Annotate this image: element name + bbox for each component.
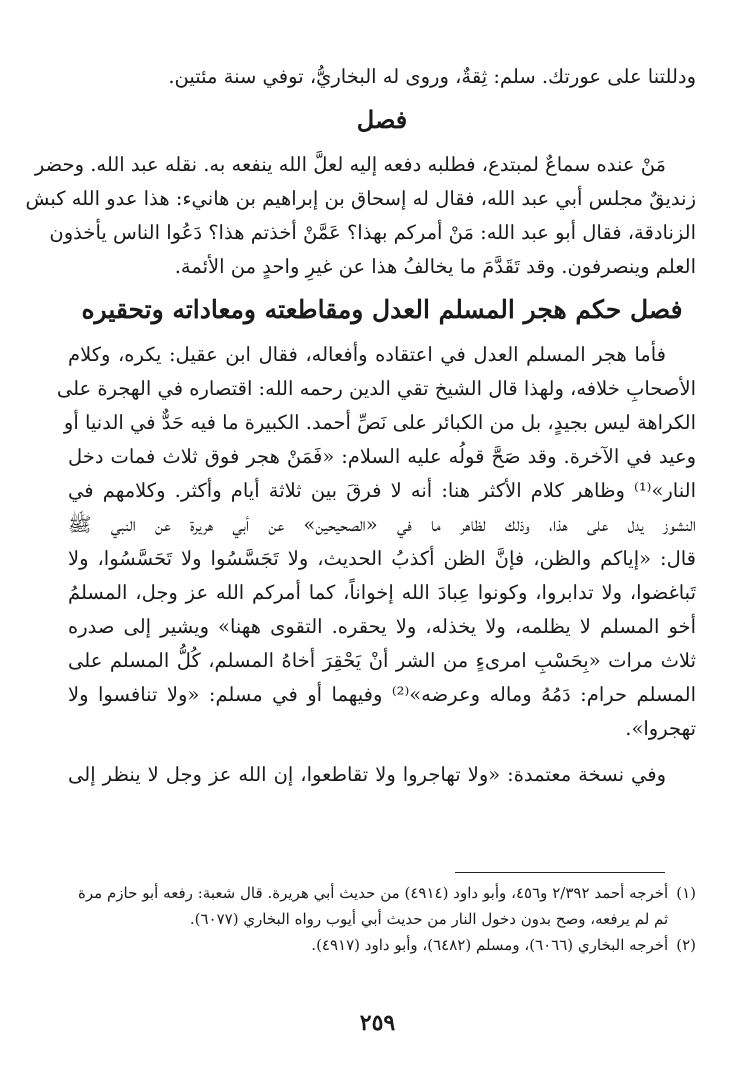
footnote-1 [78, 880, 696, 932]
top-line: ودللتنا على عورتك. سلم: ثِقةٌ، وروى له البخاريُّ، توفي سنة مئتين. [168, 65, 696, 88]
paragraph-3: وفي نسخة معتمدة: «ولا تهاجروا ولا تقاطعوا، إن الله عز وجل لا ينظر إلى [68, 763, 666, 786]
text-line: فأما هجر المسلم العدل في اعتقاده وأفعاله، فقال ابن عقيل: يكره، وكلام [68, 343, 666, 366]
page-number: ٢٥٩ [359, 1010, 396, 1036]
text-line: أخو المسلم لا يظلمه، ولا يخذله، ولا يحقره. التقوى ههنا» ويشير إلى صدره [68, 615, 696, 638]
text-line: تَباغضوا، ولا تدابروا، وكونوا عِبادَ الله إخواناً، كما أمركم الله عز وجل، المسلمُ [68, 581, 696, 604]
text-line: النشوز يدل على هذا، وذلك لظاهر ما في «الصحيحين» عن أبي هريرة عن النبي ﷺ [68, 513, 696, 536]
footnote-number: (٢) [676, 936, 696, 954]
footnotes [78, 880, 696, 958]
footnote-text: أخرجه البخاري (٦٠٦٦)، ومسلم (٦٤٨٢)، وأبو داود (٤٩١٧). [311, 936, 669, 954]
text-line: الزنادقة، فقال أبو عبد الله: مَنْ أمركم بهذا؟ عَمَّنْ أخذتم هذا؟ دَعُوا الناس يأخذون [49, 221, 696, 244]
text-line: قال: «إياكم والظن، فإنَّ الظن أكذبُ الحديث، ولا تَجَسَّسُوا ولا تَحَسَّسُوا، ولا [68, 547, 696, 570]
paragraph-1 [25, 148, 696, 284]
footnote-divider [455, 872, 665, 873]
footnote-text: أخرجه أحمد ٢/٣٩٢ و٤٥٦، وأبو داود (٤٩١٤) من حديث أبي هريرة. قال شعبة: رفعه أبو حازم مرة ثم لم يرفعه، وصح بدون دخول النار من حديث أبي أيوب رواه البخاري (٦٠٧٧). [78, 884, 669, 928]
section-heading-fasl: فصل [356, 105, 408, 134]
text-line: النار»⁽¹⁾ وظاهر كلام الأكثر هنا: أنه لا فرقَ بين ثلاثة أيام وأكثر. وكلامهم في [68, 479, 696, 502]
section-heading-hajr: فصل حكم هجر المسلم العدل ومقاطعته ومعاداته وتحقيره [81, 295, 683, 324]
text-line: وعيد في الآخرة. وقد صَحَّ قولُه عليه السلام: «فَمَنْ هجر فوق ثلاث فمات دخل [68, 445, 696, 468]
text-line: مَنْ عنده سماعٌ لمبتدع، فطلبه دفعه إليه لعلَّ الله ينفعه به. نقله عبد الله. وحضر [34, 153, 666, 176]
text-line: العلم وينصرفون. وقد تَقَدَّمَ ما يخالفُ هذا عن غيرِ واحدٍ من الأئمة. [174, 255, 696, 278]
footnote-number: (١) [676, 884, 696, 902]
text-line: الكراهة ليس بجيدٍ، بل من الكبائر على نَصِّ أحمد. الكبيرة ما فيه حَدٌّ في الدنيا أو [63, 411, 696, 434]
text-line: زنديقٌ مجلس أبي عبد الله، فقال له إسحاق بن إبراهيم بن هانيء: هذا عدو الله كبش [25, 187, 696, 210]
text-line: تهجروا». [625, 717, 696, 740]
text-line: الأصحابِ خلافه، ولهذا قال الشيخ تقي الدين رحمه الله: اقتصاره في الهجرة على [56, 377, 696, 400]
footnote-2 [78, 932, 696, 958]
text-line: المسلم حرام: دَمُهُ وماله وعرضه»⁽²⁾ وفيهما أو في مسلم: «ولا تنافسوا ولا [68, 683, 696, 706]
paragraph-2 [56, 338, 696, 746]
text-line: ثلاث مرات «بِحَسْبِ امرىءٍ من الشر أنْ يَحْقِرَ أخاهُ المسلم، كُلُّ المسلم على [68, 649, 696, 672]
page-body [25, 60, 696, 792]
